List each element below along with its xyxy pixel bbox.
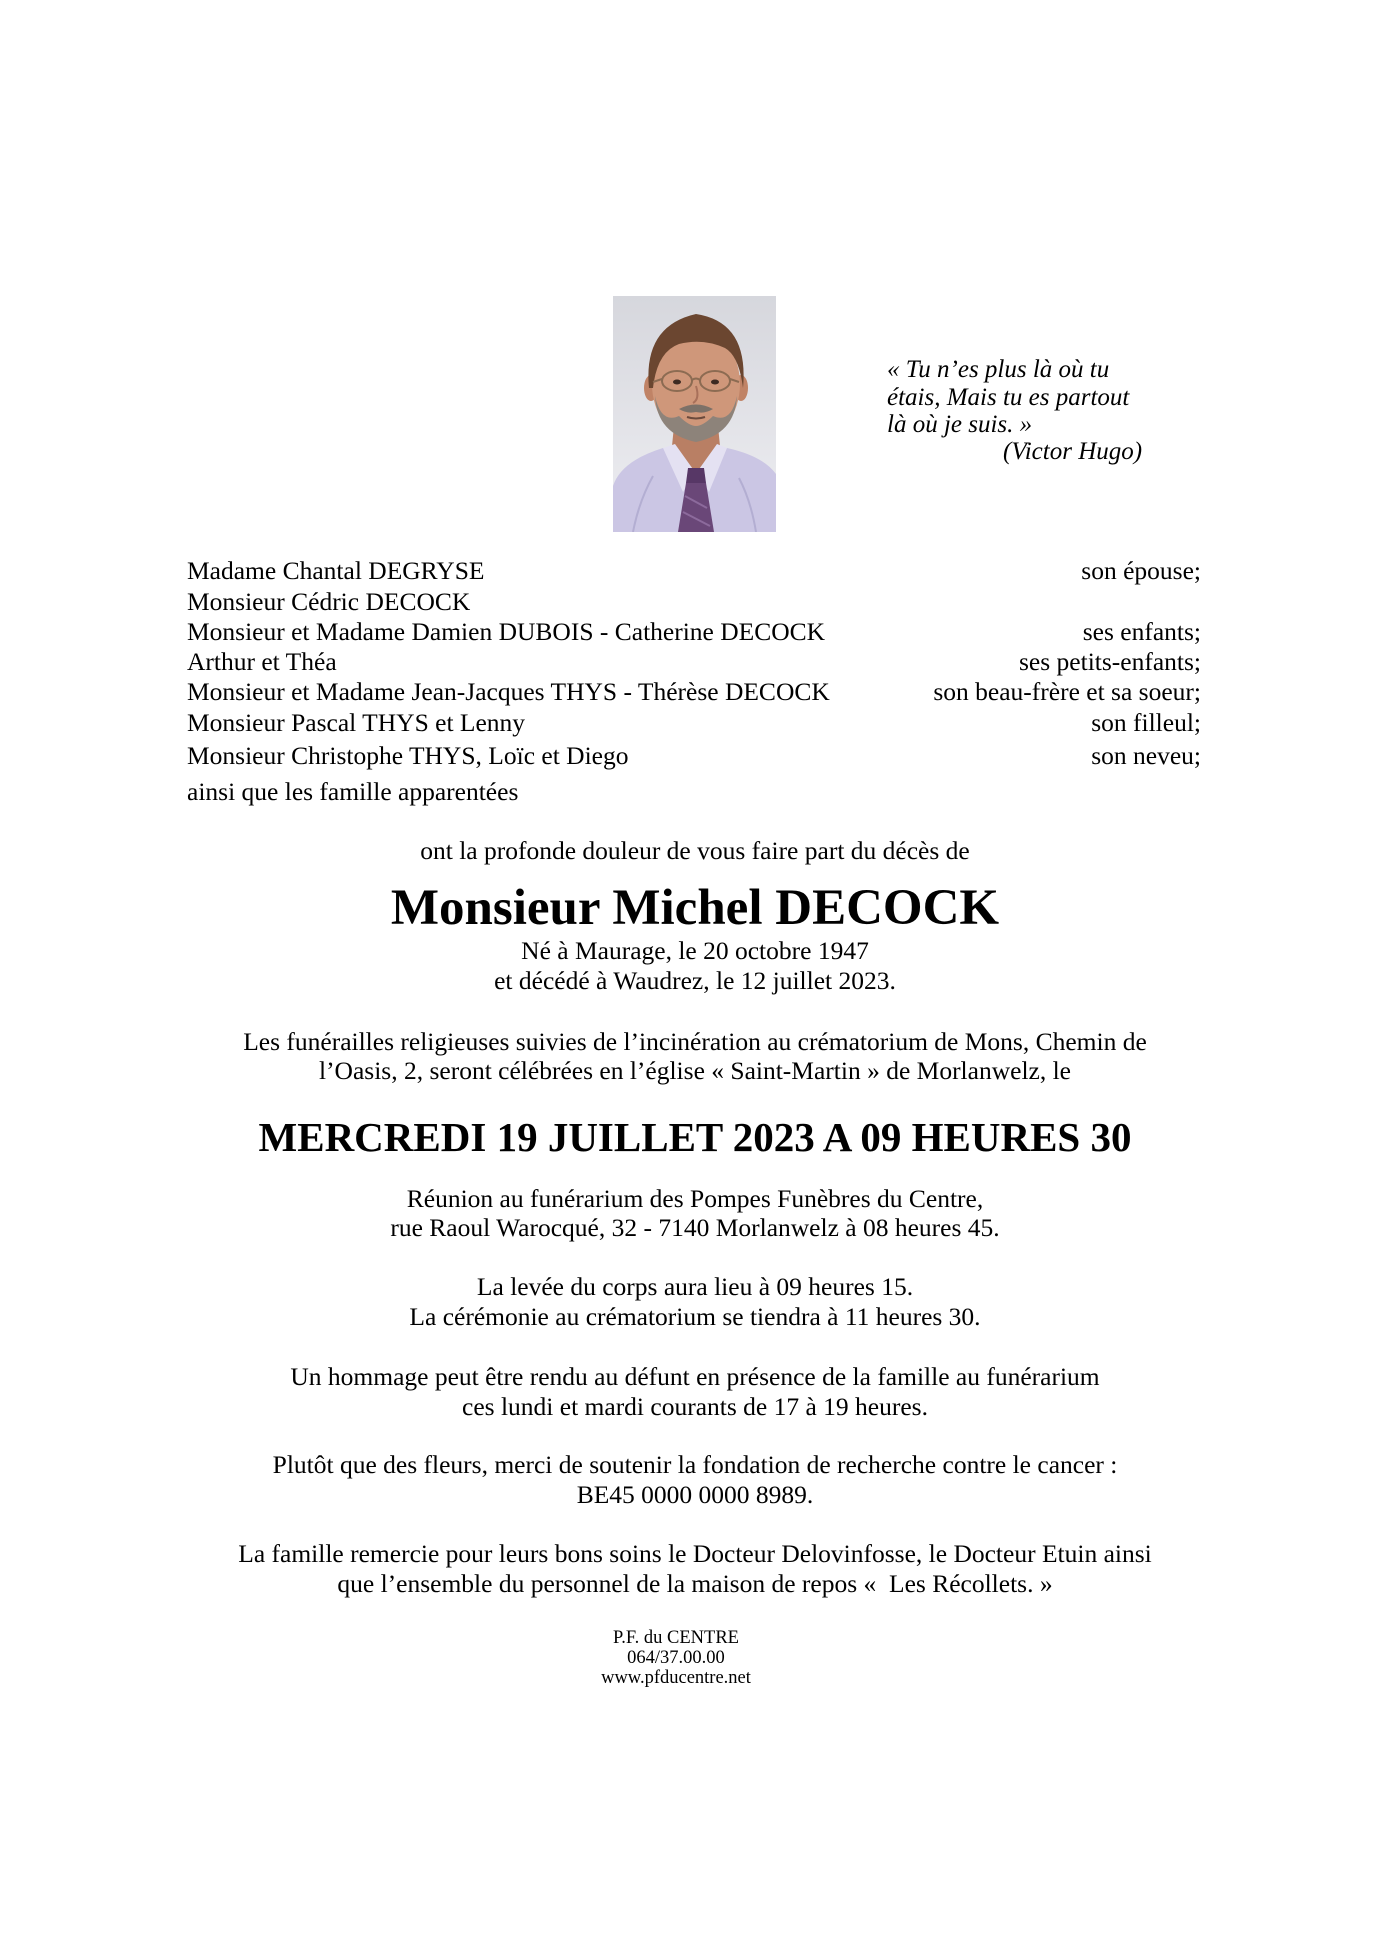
family-member-name: Monsieur Christophe THYS, Loïc et Diego [187,741,629,770]
donation-account: BE45 0000 0000 8989. [576,1480,814,1509]
thanks-line-2: que l’ensemble du personnel de la maison de repos « Les Récollets. » [337,1569,1053,1598]
portrait-photo [613,296,776,532]
family-member-name: Monsieur et Madame Jean-Jacques THYS - Thérèse DECOCK [187,677,830,706]
gathering-line-1: Réunion au funérarium des Pompes Funèbres du Centre, [406,1184,984,1213]
quote-line-3: là où je suis. » [887,411,1033,438]
family-member-relation: ses petits-enfants; [1019,647,1201,676]
family-member-name: Madame Chantal DEGRYSE [187,556,485,585]
family-member-relation: son beau-frère et sa soeur; [933,677,1201,706]
ceremony-datetime: MERCREDI 19 JUILLET 2023 A 09 HEURES 30 [258,1114,1132,1160]
quote-line-1: « Tu n’es plus là où tu [887,356,1110,383]
quote-line-2: étais, Mais tu es partout [887,384,1130,411]
footer-phone: 064/37.00.00 [627,1648,725,1668]
funeral-text-line-2: l’Oasis, 2, seront célébrées en l’église « Saint-Martin » de Morlanwelz, le [318,1056,1071,1085]
family-member-relation: ses enfants; [1082,617,1201,646]
tribute-line-1: Un hommage peut être rendu au défunt en présence de la famille au funérarium [290,1362,1100,1391]
family-member-name: Monsieur Pascal THYS et Lenny [187,708,526,737]
schedule-line-1: La levée du corps aura lieu à 09 heures 15. [476,1272,914,1301]
deceased-death: et décédé à Waudrez, le 12 juillet 2023. [494,966,896,995]
tribute-line-2: ces lundi et mardi courants de 17 à 19 heures. [462,1392,928,1421]
family-member-relation: son épouse; [1081,556,1201,585]
family-member-name: Monsieur et Madame Damien DUBOIS - Catherine DECOCK [187,617,826,646]
donation-line-1: Plutôt que des fleurs, merci de soutenir la fondation de recherche contre le cancer : [272,1450,1118,1479]
thanks-line-1: La famille remercie pour leurs bons soins le Docteur Delovinfosse, le Docteur Etuin ainsi [238,1539,1152,1568]
family-member-relation: son filleul; [1091,708,1201,737]
quote-author: (Victor Hugo) [1003,438,1143,465]
deceased-birth: Né à Maurage, le 20 octobre 1947 [521,936,869,965]
family-closing: ainsi que les famille apparentées [187,777,519,806]
schedule-line-2: La cérémonie au crématorium se tiendra à 11 heures 30. [409,1302,981,1331]
footer-website: www.pfducentre.net [601,1668,751,1688]
gathering-line-2: rue Raoul Warocqué, 32 - 7140 Morlanwelz à 08 heures 45. [390,1213,1000,1242]
family-member-name: Monsieur Cédric DECOCK [187,587,471,616]
footer-company: P.F. du CENTRE [613,1628,739,1648]
deceased-name: Monsieur Michel DECOCK [390,880,1000,936]
family-member-relation: son neveu; [1091,741,1201,770]
family-member-name: Arthur et Théa [187,647,337,676]
announcement: ont la profonde douleur de vous faire part du décès de [420,836,970,865]
funeral-text-line-1: Les funérailles religieuses suivies de l’incinération au crématorium de Mons, Chemin de [243,1027,1147,1056]
